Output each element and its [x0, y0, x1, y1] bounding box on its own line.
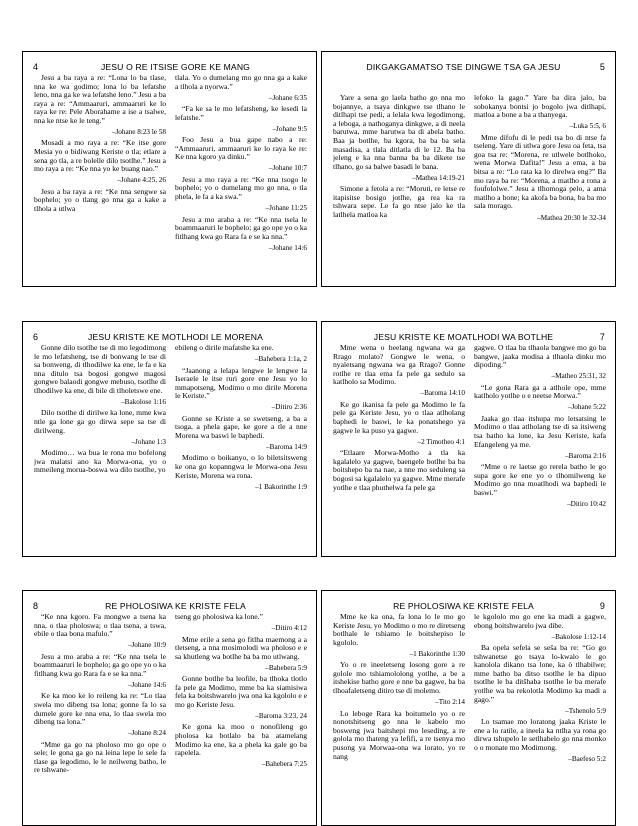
column-left: [34, 344, 166, 548]
verse-reference: –Baroma 3:23, 24: [255, 712, 307, 721]
verse: “Jaanong a lelapa lengwe le lengwe la Iseraele le itse ruri gore ene Jesu yo lo mmapotseng, Modimo o mo dirile Morena le Keriste.”: [175, 365, 307, 401]
verse: “Fa ke sa le mo lefatsheng, ke lesedi la lefatshe.”: [175, 104, 307, 122]
verse-reference: –Ditiro 2:36: [271, 403, 307, 412]
verse: “Le gona Rara ga a atlhole ope, mme katlholo yotlhe o e neetse Morwa.”: [474, 382, 606, 401]
verse-reference: –Baroma 14:10: [420, 389, 465, 398]
verse-reference: –Bakolose 1:16: [121, 398, 166, 407]
verse: “Mme o re laetse go rerela batho le go supa gore ke ene yo o tlhomilweng ke Modimo go nna moatlhodi wa baphedi le baswi.”: [474, 462, 606, 497]
column-right: [175, 613, 307, 817]
verse: “Etlaare Morwa-Motho a tla ka kgalalelo ya gagwe, baengele botlhe ba ba boitshepo ba na nae, a nne mo seduleng sa bogosi sa kgalalelo ya gagwe. Mme merafe yotlhe e tlaa phuthelwa fa pele ga: [333, 448, 465, 492]
verse-reference: –Tito 2:14: [435, 698, 465, 707]
verse-reference: –Johane 6:35: [268, 93, 307, 102]
column-left: [34, 74, 166, 278]
text-columns: [333, 344, 606, 548]
page-number: 7: [599, 332, 605, 342]
verse: Jesu a mo araba a re: “Ke nna tsela le boammaaruri le bophelo; ga go ope yo o ka fitlhang kwa go Rara fa e se ka nna.”: [34, 651, 166, 678]
booklet-page-7: [321, 321, 616, 557]
verse: Gonne dilo tsotlhe tse di mo legodimong le mo lefatsheng, tse di bonwang le tse di sa bonweng, di tlhodilwe ka ene, le fa e ka nna ditulo tsa bogosi gongwe magosi gongwe balaodi gongwe mebuso, tsotlhe di tlhodilwe ka ene, di bile di tlholetswe ene.: [34, 344, 166, 395]
column-right: [474, 94, 606, 278]
verse: Lo tsamae mo loratong jaaka Kriste le ene a lo ratile, a ineela ka ntlha ya rona go dirwa tshupelo le setlhabelo go nna monko o o monate mo Modimong.: [474, 717, 606, 752]
verse-reference: –Matheo 25:31, 32: [551, 372, 606, 381]
booklet-page-9: [321, 590, 616, 826]
verse: Yo o re ineeletseng losong gore a re golole mo tshiamololong yotlhe, a be a itshekise batho gore e nne ba gagwe, ba ba tlhoafaletseng ditiro tse di molemo.: [333, 660, 465, 696]
verse: Modimo o boikanyo, o lo biletsitsweng ke ona go kopanngwa le Morwa-ona Jesu Keriste, Morena wa rona.: [175, 453, 307, 480]
verse: Gonne botlhe ba leofile, ba tlhoka tlotlo fa pele ga Modimo, mme ba ka siamisiwa fela ka boitshwarelo jwa ona ka kgololo e e mo go Keriste Jesu.: [175, 674, 307, 709]
page-number: 9: [599, 601, 605, 611]
verse: tseng go pholosiwa ka lone.”: [175, 613, 263, 621]
verse: Jesu a ba raya a re: “Lona lo ba tlase, nna ke wa godimo; lona lo ba lefatshe leno, nna ga ke wa lefatshe leno.” Jesu a ba raya a re: “Ammaaruri, ammaaruri ke lo raya ke re: Pele Aborahame a ise a tsalwe, nna ke ntse ke le teng.”: [34, 74, 166, 125]
verse-reference: –Baefeso 5:2: [568, 755, 606, 764]
verse-reference: –Johane 14:6: [127, 680, 166, 689]
text-columns: [333, 613, 606, 817]
text-columns: [34, 74, 307, 278]
verse-reference: –Bahebera 5:9: [265, 663, 307, 672]
column-right: [175, 74, 307, 278]
verse: Simone a fetola a re: “Moruti, re letse re itapisitse bosigo jotlhe, ga rea ka ra tshwara sepe. Le fa go ntse jalo ke tla latlhela matloa ka: [333, 184, 465, 220]
verse-reference: –Ditiro 10:42: [567, 499, 606, 508]
text-columns: [34, 344, 307, 548]
verse-reference: –Bakolose 1:12-14: [551, 632, 606, 641]
verse-reference: –Baroma 2:16: [565, 451, 606, 460]
page-title: JESU O RE ITSISE GORE KE MANG: [100, 62, 251, 72]
verse: Mme ke ka ona, fa lona lo le mo go Keriste Jesu, yo Modimo o mo re diretseng botlhale le tshiamo le boitshepiso le kgololo.: [333, 613, 465, 647]
column-right: [474, 344, 606, 548]
verse: le kgololo mo go ene ka madi a gagwe, ebong boitshwarelo jwa dibe.: [474, 613, 606, 630]
verse: gagwe. O tlaa ba tlhaola bangwe mo go ba bangwe, jaaka modisa a tlhaola dinku mo dipoding.”: [474, 344, 606, 370]
column-right: [175, 344, 307, 548]
booklet-page-4: [22, 51, 317, 287]
verse-reference: –Johane 11:25: [265, 204, 307, 213]
verse: Mme difofu di le pedi tsa bo di ntse fa tseleng. Yare di utlwa gore Jesu oa feta, tsa goa tsa re: “Morena, re utlwele botlhoko, wena Morwa Dafita!” Jesu a ema, a ba bitsa a re: “Lo rata ka lo direlwa eng?” Ba mo raya ba re: “Morena, a matlho a rona a foufololwe.” Jesu a tlhomoga pelo, a ama matlho a bone; ka akofa ba bona, ba ba mo sala morago.: [474, 132, 606, 211]
verse: ebileng o dirile mafatshe ka ene.: [175, 344, 274, 352]
booklet-page-6: [22, 321, 317, 557]
verse: “Ke nna kgoro. Fa mongwe a tsena ka nna, o tlaa pholoswa; o tlaa tsena, a tswa, ebile o tlaa bona mafulo.”: [34, 613, 166, 639]
verse-reference: –1 Bakorinthe 1:9: [255, 482, 307, 491]
verse: Modimo… wa bua le rona mo bofelong jwa malatsi ano ka Morwa-ona, yo o mmeileng morua-boswa wa dilo tsotlhe, yo: [34, 448, 166, 475]
verse: “Mme ga go na pholoso mo go ope o sele; le gona ga go na leina lepe le sele fa tlase ga legodimo, le le neilweng batho, le re tshwane-: [34, 739, 166, 775]
page-header: [332, 62, 607, 82]
verse-reference: –Baroma 14:9: [266, 443, 307, 452]
verse-reference: –2 Timotheo 4:1: [417, 437, 465, 446]
verse-reference: –Johane 4:25, 26: [117, 176, 166, 185]
verse: lefoko la gago.” Yare ba dira jalo, ba sobokanya bontsi jo bogolo jwa ditlhapi, matloa a bone a ba a thanyega.: [474, 94, 606, 120]
verse-reference: –Johane 1:3: [131, 437, 166, 446]
text-columns: [333, 94, 606, 278]
verse-reference: –Johane 14:6: [268, 243, 307, 252]
verse-reference: –Bahebera 1:1a, 2: [254, 355, 307, 364]
verse: Dilo tsotlhe di dirilwe ka lone, mme kwa ntle ga lone ga go dirwa sepe sa tse di dirilweng.: [34, 408, 166, 435]
booklet-page-5: [321, 51, 616, 287]
column-right: [474, 613, 606, 817]
verse: tlala. Yo o dumelang mo go nna ga a kake a tlhola a nyorwa.”: [175, 74, 307, 91]
page-number: 8: [33, 601, 39, 611]
verse-reference: –1 Bakorinthe 1:30: [409, 649, 465, 658]
page-title: JESU KRISTE KE MOTLHODI LE MORENA: [88, 332, 263, 342]
page-number: 5: [599, 62, 605, 72]
booklet-page-8: [22, 590, 317, 826]
verse: Ke gona ka moo o nonofileng go pholosa ka botlalo ba ba atamelang Modimo ka ene, ka a phela ka gale go ba rapelela.: [175, 722, 307, 758]
verse: Ke ka moo ke lo reileng ka re: “Lo tlaa swela mo dibeng tsa lona; gonne fa lo sa dumele gore ke nna ena, lo tlaa swela mo dibeng tsa lona.”: [34, 691, 166, 727]
page-title: JESU KRISTE KE MOATLHODI WA BOTLHE: [373, 332, 554, 342]
verse: Jaaka go tlaa itshupa mo letsatsing le Modimo o tlaa atlholang tse di sa itsiweng tsa batho ka lone, ka Jesu Keriste, kafa Efangeleng ya me.: [474, 413, 606, 449]
verse: Yare a sena go laela batho go nna mo bojannye, a tsaya dinkgwe tse tlhano le ditlhapi tse pedi, a lelala kwa legodimong, a leboga, a nathoganya dinkgwe, a di neela barutwa, mme barutwa ba di abela batho. Baa ja botlhe, ba kgora, ba ba ba sela masadisa, a tlala ditlatla di le 12. Ba ba jeleng e ka nna banna ba ba dikete tse tlhano, go sa balwe basadi le bana.: [333, 94, 465, 171]
column-left: [333, 613, 465, 817]
verse-reference: –Mathea 14:19-21: [412, 173, 465, 182]
verse: Foo Jesu a bua gape nabo a re: “Ammaaruri, ammaaruri ke lo raya ke re: Ke nna kgoro ya dinku.”: [175, 135, 307, 162]
verse: Jesu a mo araba a re: “Ke nna tsela le boammaaruri le bophelo; ga go ope yo o ka fitlhang kwa go Rara fa e se ka nna.”: [175, 214, 307, 241]
page-number: 6: [33, 332, 39, 342]
column-left: [34, 613, 166, 817]
verse: Mme wena o beelang ngwana wa ga Rrago molato? Gongwe le wena, o nyaletsang ngwana wa ga Rrago? Gonne rotlhe re tlaa ema fa pele ga sedulo sa katlholo sa Modimo.: [333, 344, 465, 387]
column-left: [333, 344, 465, 548]
verse-reference: –Johane 10:9: [127, 641, 166, 650]
verse-reference: –Johane 5:22: [567, 403, 606, 412]
column-left: [333, 94, 465, 278]
verse-reference: –Mathea 20:30 le 32-34: [537, 213, 606, 222]
verse: Lo leboge Rara ka boitumelo yo o re nonotshitseng go nna le kabelo mo bosweng jwa baitshepi mo leseding, a re golola mo thateng ya lefifi, a re tsenya mo pusong ya Morwaa-ona wa lorato, yo re nang: [333, 708, 465, 761]
verse: Ba opela sefela se seša ba re: “Go go tshwanetse go tsaya lo-kwalo le go kanolola dikano tsa lone, ka ò tlhabilwe; mme batho ba ditso tsotlhe le ba dipuo tsotlhe le ba ditšhaba tsotlhe le ba merafe yotlhe wa ba rekolotla Modimo ka madi a gago.”: [474, 643, 606, 704]
verse: Mme erile a sena go fitlha maemong a a tletseng, a nna mosimolodi wa pholoso e e sa khutleng wa botlhe ba ba mo utlwang.: [175, 634, 307, 661]
verse-reference: –Johane 9:5: [272, 124, 307, 133]
verse: Ke go ikanisa fa pele ga Modimo le fa pele ga Keriste Jesu, yo o tlaa atlholang baphedi le baswi, le ka ponatshego ya gagwe le ka puso ya gagwe.: [333, 399, 465, 435]
verse-reference: –Bahebera 7:25: [261, 760, 307, 769]
verse-reference: –Johane 8:23 le 58: [111, 128, 166, 137]
verse: Jesu a ba raya a re: “Ke nna sengwe sa bophelo; yo o tlang go nna ga a kake a tlhola a utlwa: [34, 186, 166, 213]
page-title: RE PHOLOSIWA KE KRISTE FELA: [105, 601, 246, 611]
verse-reference: –Luka 5:5, 6: [569, 122, 606, 131]
verse: Jesu a mo raya a re: “Ke nna tsogo le bophelo; yo o dumelang mo go nna, o tla phela, le fa a ka swa.”: [175, 174, 307, 202]
text-columns: [34, 613, 307, 817]
verse-reference: –Johane 10:7: [268, 164, 307, 173]
verse: Mosadi a mo raya a re: “Ke itse gore Mesia yo o bidiwang Keriste o tla; etlare a sena go tla, a re bolelle dilo tsotlhe.” Jesu a mo raya a re: “Ke nna yo ke buang nao.”: [34, 138, 166, 174]
page-number: 4: [33, 62, 39, 72]
verse-reference: –Johane 8:24: [127, 729, 166, 738]
verse: Gonne se Kriste a se swetseng, a ba a tsoga, a phela gape, ke gore a tle a nne Morena wa baswi le baphedi.: [175, 413, 307, 440]
page-title: RE PHOLOSIWA KE KRISTE FELA: [393, 601, 534, 611]
page-title: DIKGAKGAMATSO TSE DINGWE TSA GA JESU: [366, 62, 561, 72]
verse-reference: –Ditiro 4:12: [271, 624, 307, 633]
verse-reference: –Tshenolo 5:9: [565, 706, 606, 715]
